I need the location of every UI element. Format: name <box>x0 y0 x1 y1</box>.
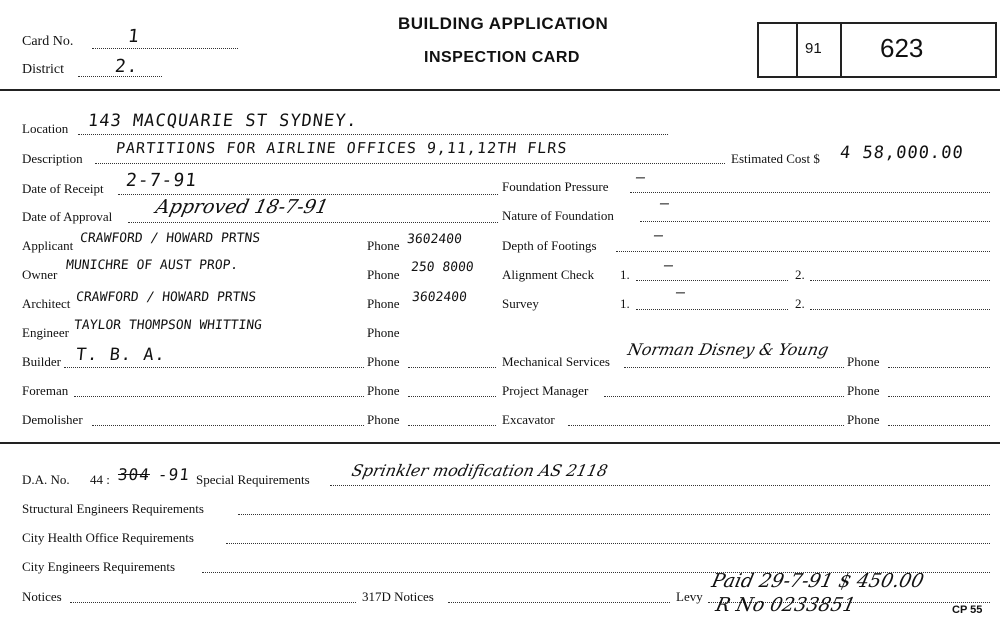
location-label: Location <box>22 121 69 136</box>
form-code: CP 55 <box>952 604 983 616</box>
applicant-value: CRAWFORD / HOWARD PRTNS <box>79 231 261 246</box>
nature-foundation-line <box>640 221 990 222</box>
description-value: PARTITIONS FOR AIRLINE OFFICES 9,11,12TH FLRS <box>115 139 569 157</box>
foundation-pressure-value: — <box>635 168 647 186</box>
approval-label: Date of Approval <box>22 209 113 224</box>
receipt-label: Date of Receipt <box>22 181 104 196</box>
survey-label: Survey <box>502 296 539 311</box>
excavator-label: Excavator <box>502 412 555 427</box>
da-suffix: -91 <box>157 465 191 484</box>
special-value: Sprinkler modification AS 2118 <box>349 461 610 480</box>
excavator-phone-line <box>888 425 990 426</box>
estimated-cost-label: Estimated Cost $ <box>731 151 820 166</box>
card-no-label: Card No. <box>22 34 74 49</box>
architect-phone-label: Phone <box>367 296 400 311</box>
da-label: D.A. No. <box>22 472 70 487</box>
owner-label: Owner <box>22 267 58 282</box>
card-no-value: 1 <box>126 26 141 47</box>
mechanical-label: Mechanical Services <box>502 354 610 369</box>
notices-label: Notices <box>22 589 62 604</box>
builder-phone-line <box>408 367 496 368</box>
builder-value: T. B. A. <box>74 345 167 365</box>
box-divider-1 <box>796 22 798 76</box>
owner-phone-value: 250 8000 <box>410 260 475 275</box>
notices-line <box>70 602 356 603</box>
project-manager-phone-line <box>888 396 990 397</box>
box-code: 91 <box>805 40 822 57</box>
demolisher-line <box>92 425 364 426</box>
applicant-label: Applicant <box>22 238 74 253</box>
alignment-label: Alignment Check <box>502 267 595 282</box>
excavator-phone-label: Phone <box>847 412 880 427</box>
title-line-1: BUILDING APPLICATION <box>398 14 609 33</box>
structural-label: Structural Engineers Requirements <box>22 501 204 516</box>
mechanical-phone-line <box>888 367 990 368</box>
district-label: District <box>22 62 64 77</box>
alignment-num-2: 2. <box>795 267 805 282</box>
applicant-phone-label: Phone <box>367 238 400 253</box>
foreman-phone-label: Phone <box>367 383 400 398</box>
architect-phone-value: 3602400 <box>411 290 468 305</box>
title-line-2: INSPECTION CARD <box>424 49 580 66</box>
description-line <box>95 163 725 164</box>
builder-label: Builder <box>22 354 61 369</box>
mechanical-value: Norman Disney & Young <box>625 340 831 359</box>
demolisher-phone-label: Phone <box>367 412 400 427</box>
receipt-value: 2-7-91 <box>124 170 199 191</box>
approval-value: Approved 18-7-91 <box>153 196 331 218</box>
architect-value: CRAWFORD / HOWARD PRTNS <box>75 290 257 305</box>
header-rule <box>0 89 1000 91</box>
nature-foundation-label: Nature of Foundation <box>502 208 614 223</box>
alignment-line-1 <box>636 280 788 281</box>
survey-line-1 <box>636 309 788 310</box>
alignment-line-2 <box>810 280 990 281</box>
survey-line-2 <box>810 309 990 310</box>
structural-line <box>238 514 990 515</box>
project-manager-line <box>604 396 844 397</box>
owner-phone-label: Phone <box>367 267 400 282</box>
foreman-phone-line <box>408 396 496 397</box>
survey-value: — <box>675 283 687 301</box>
health-line <box>226 543 990 544</box>
demolisher-label: Demolisher <box>22 412 83 427</box>
project-manager-label: Project Manager <box>502 383 589 398</box>
foundation-pressure-line <box>630 192 990 193</box>
depth-footings-line <box>616 251 990 252</box>
da-prefix: 44 : <box>90 472 110 487</box>
health-label: City Health Office Requirements <box>22 530 194 545</box>
middle-rule <box>0 442 1000 444</box>
depth-footings-value: — <box>653 226 665 244</box>
foundation-pressure-label: Foundation Pressure <box>502 179 609 194</box>
district-value: 2. <box>113 56 140 77</box>
mechanical-line <box>624 367 844 368</box>
builder-line <box>64 367 364 368</box>
excavator-line <box>568 425 844 426</box>
foreman-line <box>74 396 364 397</box>
special-line <box>330 485 990 486</box>
levy-receipt: R No 0233851 <box>713 594 858 616</box>
levy-label: Levy <box>676 589 703 604</box>
survey-num-1: 1. <box>620 296 630 311</box>
notices-317d-line <box>448 602 670 603</box>
project-manager-phone-label: Phone <box>847 383 880 398</box>
box-divider-2 <box>840 22 842 76</box>
demolisher-phone-line <box>408 425 496 426</box>
alignment-num-1: 1. <box>620 267 630 282</box>
engineer-label: Engineer <box>22 325 69 340</box>
levy-paid: Paid 29-7-91 $ 450.00 <box>709 570 926 592</box>
nature-foundation-value: — <box>659 194 671 212</box>
card-no-line <box>92 48 238 49</box>
description-label: Description <box>22 151 83 166</box>
notices-317d-label: 317D Notices <box>362 589 434 604</box>
alignment-value: — <box>663 256 675 274</box>
special-label: Special Requirements <box>196 472 310 487</box>
estimated-cost-value: 4 58,000.00 <box>838 143 965 163</box>
mechanical-phone-label: Phone <box>847 354 880 369</box>
approval-line <box>128 222 498 223</box>
da-struck: 304 <box>117 465 151 484</box>
builder-phone-label: Phone <box>367 354 400 369</box>
engineer-value: TAYLOR THOMPSON WHITTING <box>73 318 263 333</box>
location-line <box>78 134 668 135</box>
city-eng-label: City Engineers Requirements <box>22 559 176 574</box>
depth-footings-label: Depth of Footings <box>502 238 597 253</box>
foreman-label: Foreman <box>22 383 69 398</box>
engineer-phone-label: Phone <box>367 325 400 340</box>
receipt-line <box>118 194 498 195</box>
architect-label: Architect <box>22 296 71 311</box>
applicant-phone-value: 3602400 <box>406 232 463 247</box>
survey-num-2: 2. <box>795 296 805 311</box>
card-number-box <box>757 22 997 78</box>
owner-value: MUNICHRE OF AUST PROP. <box>65 258 239 273</box>
box-number: 623 <box>880 33 924 63</box>
location-value: 143 MACQUARIE ST SYDNEY. <box>86 111 359 131</box>
